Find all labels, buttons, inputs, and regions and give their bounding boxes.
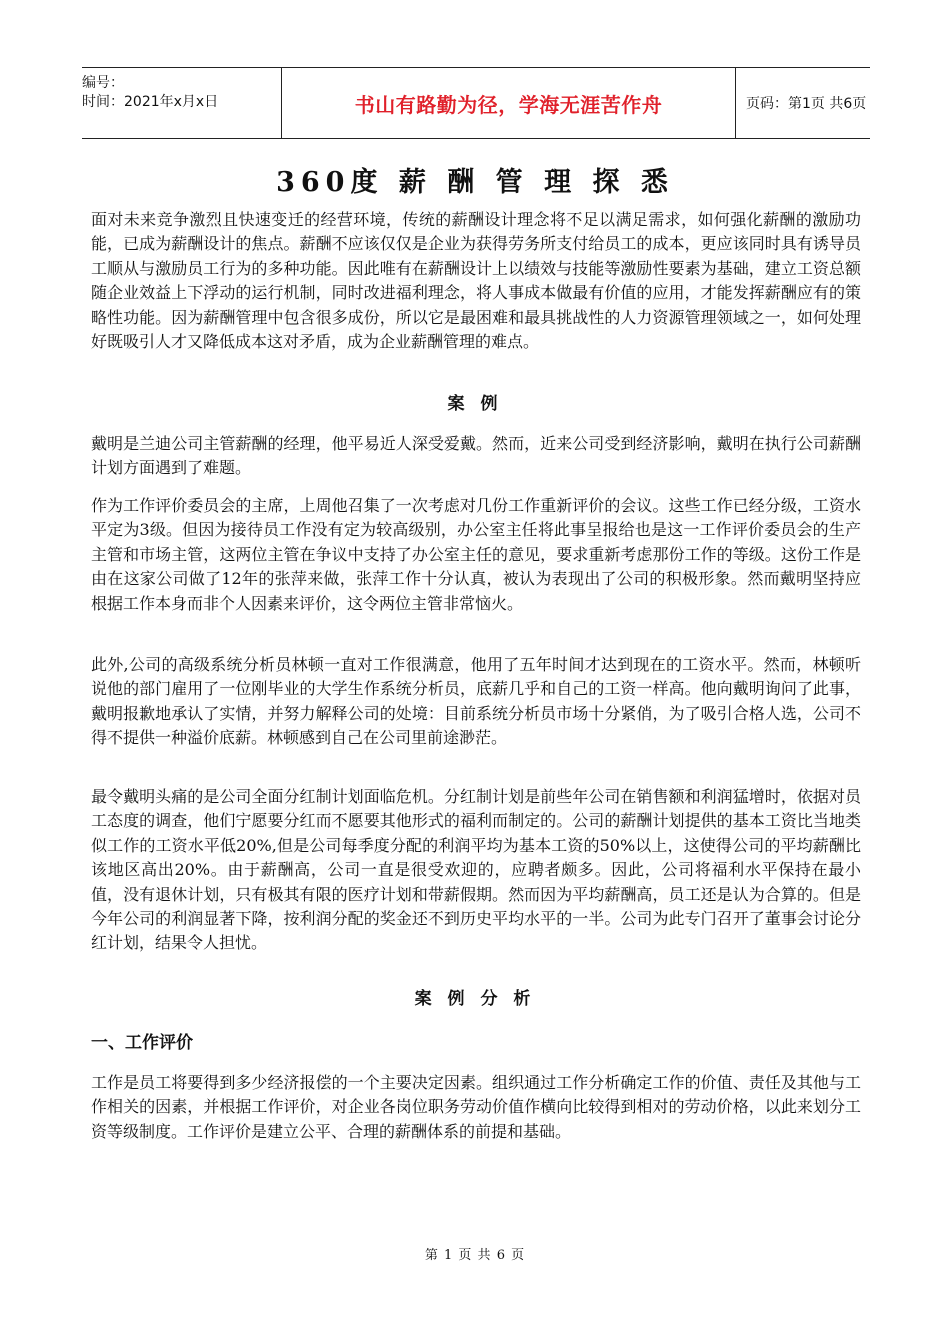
time-label: 时间：2021年x月x日 [82,94,219,110]
case-paragraph-4: 最令戴明头痛的是公司全面分红制计划面临危机。分红制计划是前些年公司在销售额和利润猛增时，依据对员工态度的调查，他们宁愿要分红而不愿要其他形式的福利而制定的。公司的薪酬计划提供的基本工资比当地类似工作的工资水平低20%,但是公司每季度分配的利润平均为基本工资的50%以上，这使得公司的平均薪酬比该地区高出20%。由于薪酬高，公司一直是很受欢迎的，应聘者颇多。因此，公司将福利水平保持在最小值，没有退休计划，只有极其有限的医疗计划和带薪假期。然而因为平均薪酬高，员工还是认为合算的。但是今年公司的利润显著下降，按利润分配的奖金还不到历史平均水平的一半。公司为此专门召开了董事会讨论分红计划，结果令人担忧。 [91,787,861,953]
analysis-heading: 案 例 分 析 [414,989,536,1009]
case-heading: 案 例 [447,394,503,414]
header-motto: 书山有路勤为径，学海无涯苦作舟 [281,68,736,138]
page-header [82,67,870,139]
document-title: 360度 薪 酬 管 理 探 悉 [276,167,674,198]
case-paragraph-2: 作为工作评价委员会的主席，上周他召集了一次考虑对几份工作重新评价的会议。这些工作已经分级，工资水平定为3级。但因为接待员工作没有定为较高级别，办公室主任将此事呈报给也是这一工作评价委员会的生产主管和市场主管，这两位主管在争议中支持了办公室主任的意见，要求重新考虑那份工作的等级。这份工作是由在这家公司做了12年的张萍来做，张萍工作十分认真，被认为表现出了公司的积极形象。然而戴明坚持应根据工作本身而非个人因素来评价，这令两位主管非常恼火。 [91,496,861,613]
header-page-label: 页码：第1页 共6页 [746,96,867,112]
case-paragraph-1: 戴明是兰迪公司主管薪酬的经理，他平易近人深受爱戴。然而，近来公司受到经济影响，戴明在执行公司薪酬计划方面遇到了难题。 [91,434,861,478]
section-1-heading: 一、工作评价 [91,1033,193,1053]
case-paragraph-3: 此外,公司的高级系统分析员林顿一直对工作很满意，他用了五年时间才达到现在的工资水平。然而，林顿听说他的部门雇用了一位刚毕业的大学生作系统分析员，底薪几乎和自己的工资一样高。他向戴明询问了此事，戴明报歉地承认了实情，并努力解释公司的处境：目前系统分析员市场十分紧俏，为了吸引合格人选，公司不得不提供一种溢价底薪。林顿感到自己在公司里前途渺茫。 [91,655,861,748]
section-1-paragraph: 工作是员工将要得到多少经济报偿的一个主要决定因素。组织通过工作分析确定工作的价值、责任及其他与工作相关的因素，并根据工作评价，对企业各岗位职务劳动价值作横向比较得到相对的劳动价格，以此来划分工资等级制度。工作评价是建立公平、合理的薪酬体系的前提和基础。 [91,1073,861,1141]
number-label: 编号： [82,75,124,91]
header-meta [82,68,281,138]
intro-paragraph: 面对未来竞争激烈且快速变迁的经营环境，传统的薪酬设计理念将不足以满足需求，如何强化薪酬的激励功能，已成为薪酬设计的焦点。薪酬不应该仅仅是企业为获得劳务所支付给员工的成本，更应该同时具有诱导员工顺从与激励员工行为的多种功能。因此唯有在薪酬设计上以绩效与技能等激励性要素为基础，建立工资总额随企业效益上下浮动的运行机制，同时改进福利理念，将人事成本做最有价值的应用，才能发挥薪酬应有的策略性功能。因为薪酬管理中包含很多成份，所以它是最困难和最具挑战性的人力资源管理领域之一，如何处理好既吸引人才又降低成本这对矛盾，成为企业薪酬管理的难点。 [91,210,861,352]
page-footer: 第 1 页 共 6 页 [424,1248,526,1263]
